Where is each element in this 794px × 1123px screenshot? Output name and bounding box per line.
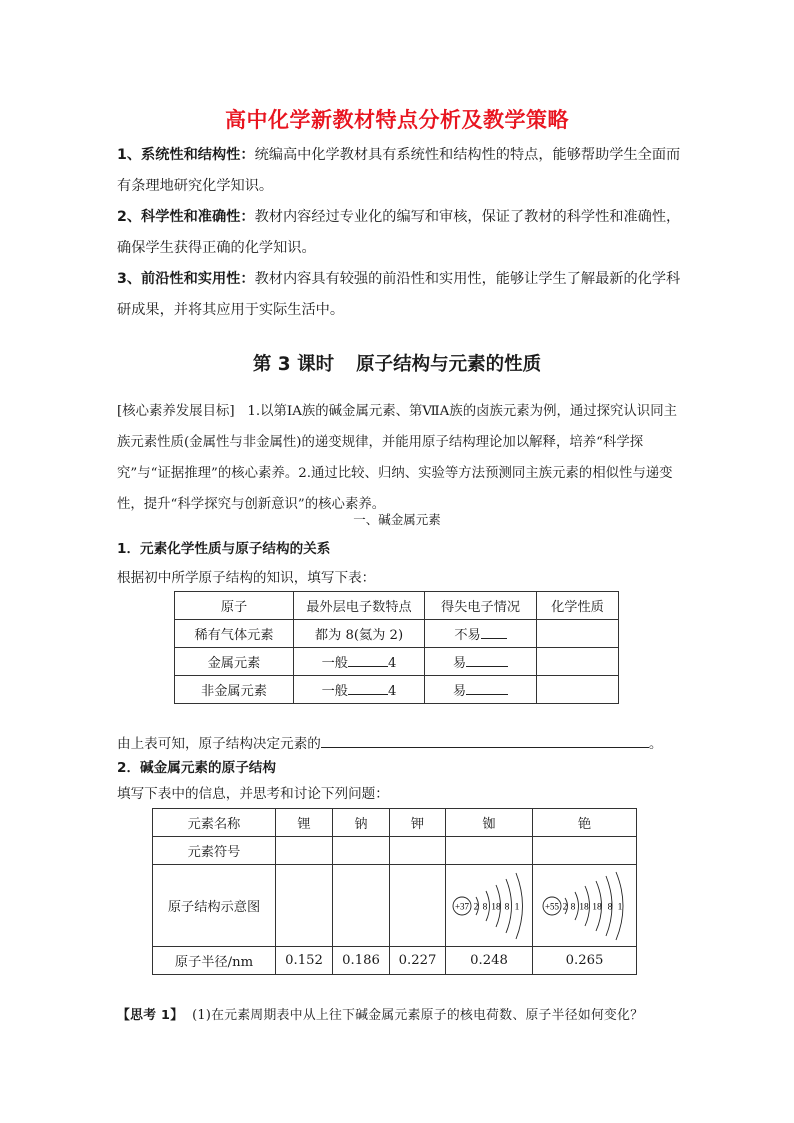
point-3 <box>117 264 682 326</box>
header-cell: 原子 <box>175 592 294 620</box>
table-row <box>175 676 619 704</box>
element-name: 铷 <box>446 809 533 837</box>
row-property[interactable] <box>537 648 619 676</box>
section-heading: 一、碱金属元素 <box>353 512 441 527</box>
element-name: 钠 <box>333 809 390 837</box>
rb-shell-5: 1 <box>514 902 520 912</box>
rb-nucleus: +37 <box>454 901 470 911</box>
diagram-cell[interactable] <box>333 865 390 947</box>
row-electrons: 一般 4 <box>294 648 425 676</box>
row-label: 原子半径/nm <box>153 947 276 975</box>
row-property[interactable] <box>537 676 619 704</box>
cs-shell-2: 8 <box>570 902 575 912</box>
answer-blank[interactable] <box>348 682 388 695</box>
cs-nucleus: +55 <box>544 901 559 911</box>
table-header-row <box>175 592 619 620</box>
row-electrons: 都为 8(氦为 2) <box>294 620 425 648</box>
header-cell: 最外层电子数特点 <box>294 592 425 620</box>
cs-shell-1: 2 <box>562 902 567 912</box>
point-3-label: 3、前沿性和实用性： <box>117 271 255 287</box>
point-1-label: 1、系统性和结构性： <box>117 147 255 163</box>
symbol-cell[interactable] <box>446 837 533 865</box>
answer-blank[interactable] <box>466 682 508 695</box>
header-cell: 得失电子情况 <box>425 592 537 620</box>
cs-shell-6: 1 <box>617 902 622 912</box>
diagram-cell[interactable] <box>276 865 333 947</box>
lesson-title <box>0 350 794 376</box>
point-1 <box>117 140 682 202</box>
think-text: (1)在元素周期表中从上往下碱金属元素原子的核电荷数、原子半径如何变化？ <box>192 1008 644 1023</box>
row-name: 金属元素 <box>175 648 294 676</box>
diagram-cell <box>446 865 533 947</box>
table-row <box>153 809 637 837</box>
radius-value: 0.248 <box>446 947 533 975</box>
page-title: 高中化学新教材特点分析及教学策略 <box>225 108 569 132</box>
answer-blank[interactable] <box>348 654 388 667</box>
answer-blank[interactable] <box>466 654 508 667</box>
atom-property-table <box>174 591 619 704</box>
subsection-1-heading: 1．元素化学性质与原子结构的关系 <box>117 541 331 557</box>
core-goal <box>117 396 682 520</box>
table-row <box>175 648 619 676</box>
row-gain-loss: 易 <box>425 676 537 704</box>
radius-value: 0.227 <box>390 947 446 975</box>
diagram-cell[interactable] <box>390 865 446 947</box>
radius-value: 0.186 <box>333 947 390 975</box>
row-gain-loss: 易 <box>425 648 537 676</box>
table-row <box>153 865 637 947</box>
conclusion-line: 由上表可知，原子结构决定元素的 。 <box>117 736 663 752</box>
row-name: 稀有气体元素 <box>175 620 294 648</box>
table2-instruction: 填写下表中的信息，并思考和讨论下列问题： <box>117 786 389 802</box>
row-label: 元素名称 <box>153 809 276 837</box>
point-2 <box>117 202 682 264</box>
diagram-cell <box>533 865 637 947</box>
core-goal-text: 1.以第ⅠA族的碱金属元素、第ⅦA族的卤族元素为例，通过探究认识同主族元素性质(金属性与非金属性)的递变规律，并能用原子结构理论加以解释，培养“科学探究”与“证据推理”的核心素养。2.通过比较、归纳、实验等方法预测同主族元素的相似性与递变性，提升“科学探究与创新意识”的核心素养。 <box>117 404 677 512</box>
core-goal-label: [核心素养发展目标] <box>117 404 235 419</box>
header-cell: 化学性质 <box>537 592 619 620</box>
row-label: 元素符号 <box>153 837 276 865</box>
lesson-number: 第 3 课时 <box>252 354 335 375</box>
cs-shell-4: 18 <box>591 902 602 912</box>
table-row <box>175 620 619 648</box>
rb-shell-1: 2 <box>473 902 479 912</box>
cs-shell-3: 18 <box>578 902 589 912</box>
think-label: 【思考 1】 <box>117 1008 184 1023</box>
answer-blank[interactable] <box>481 626 507 639</box>
symbol-cell[interactable] <box>533 837 637 865</box>
rb-shell-2: 8 <box>482 902 488 912</box>
element-name: 钾 <box>390 809 446 837</box>
table1-instruction: 根据初中所学原子结构的知识，填写下表： <box>117 570 376 586</box>
radius-value: 0.152 <box>276 947 333 975</box>
alkali-metal-table <box>152 808 637 975</box>
row-electrons: 一般 4 <box>294 676 425 704</box>
rb-shell-3: 18 <box>491 902 501 912</box>
conclusion-blank[interactable] <box>321 734 649 748</box>
cesium-atom-diagram <box>540 870 630 942</box>
cs-shell-5: 8 <box>607 902 612 912</box>
row-name: 非金属元素 <box>175 676 294 704</box>
symbol-cell[interactable] <box>333 837 390 865</box>
element-name: 铯 <box>533 809 637 837</box>
think-question <box>117 1004 643 1023</box>
row-property[interactable] <box>537 620 619 648</box>
radius-value: 0.265 <box>533 947 637 975</box>
point-3-text: 教材内容具有较强的前沿性和实用性，能够让学生了解最新的化学科研成果，并将其应用于实际生活中。 <box>117 271 681 318</box>
lesson-name: 原子结构与元素的性质 <box>356 354 542 375</box>
point-2-text: 教材内容经过专业化的编写和审核，保证了教材的科学性和准确性，确保学生获得正确的化学知识。 <box>117 209 681 256</box>
row-label: 原子结构示意图 <box>153 865 276 947</box>
rb-shell-4: 8 <box>504 902 510 912</box>
point-1-text: 统编高中化学教材具有系统性和结构性的特点，能够帮助学生全面而有条理地研究化学知识。 <box>117 147 681 194</box>
symbol-cell[interactable] <box>390 837 446 865</box>
point-2-label: 2、科学性和准确性： <box>117 209 255 225</box>
table-row <box>153 837 637 865</box>
element-name: 锂 <box>276 809 333 837</box>
subsection-2-heading: 2．碱金属元素的原子结构 <box>117 760 276 776</box>
row-gain-loss: 不易 <box>425 620 537 648</box>
shell-arc <box>575 892 579 920</box>
symbol-cell[interactable] <box>276 837 333 865</box>
rubidium-atom-diagram <box>450 870 528 942</box>
table-row <box>153 947 637 975</box>
